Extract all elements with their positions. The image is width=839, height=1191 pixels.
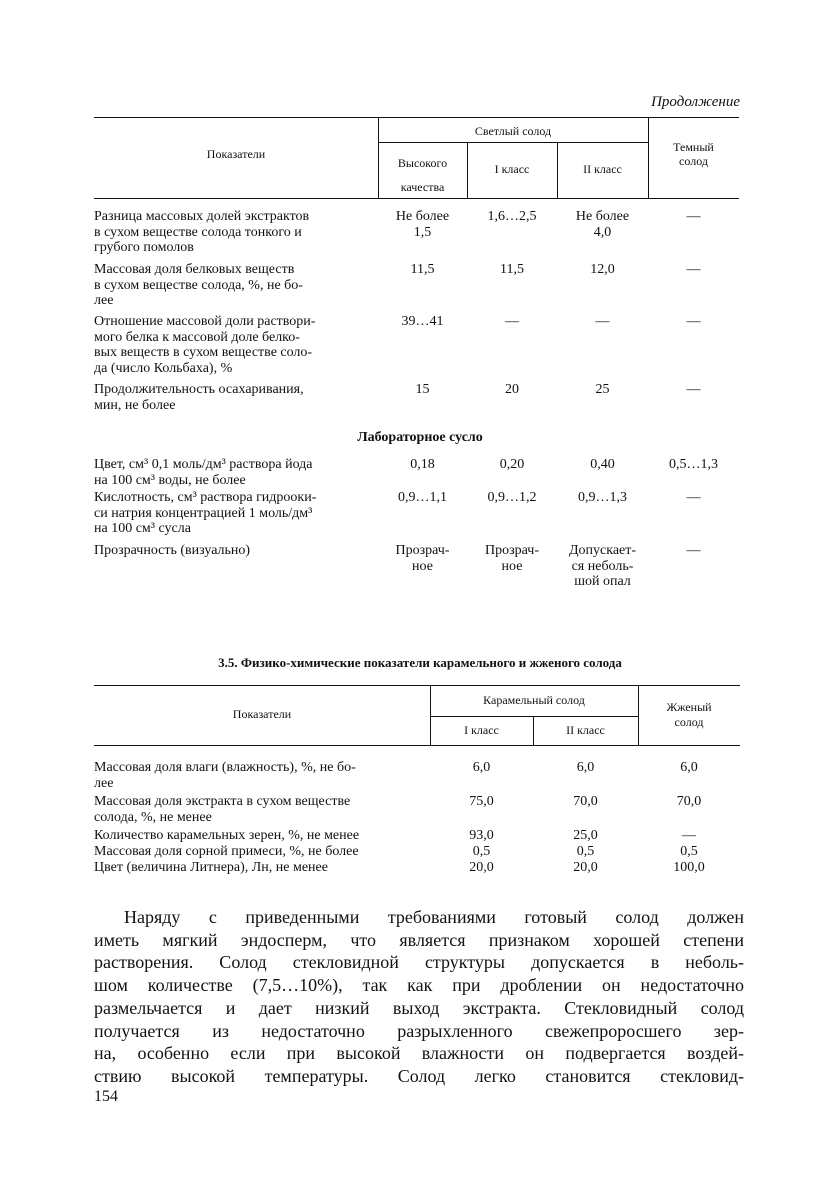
- paragraph-line: растворения. Солод стекловидной структуры допускается в неболь-: [94, 952, 744, 973]
- table1-header-class2: II класс: [583, 162, 622, 176]
- table1-header-light-malt: Светлый солод: [474, 124, 552, 138]
- table2-header-class2: II класс: [566, 723, 605, 737]
- section-title-lab-wort: Лабораторное сусло: [357, 430, 483, 445]
- table1-header-class1: I класс: [494, 162, 530, 176]
- continued-label: Продолжение: [651, 94, 740, 110]
- table1-group-rule: [378, 142, 648, 143]
- paragraph-line: на, особенно если при высокой влажности он подвергается воздей-: [94, 1043, 744, 1064]
- table2-title: 3.5. Физико-химические показатели карамельного и жженого солода: [218, 655, 622, 670]
- paragraph-line: Наряду с приведенными требованиями готовый солод должен: [124, 907, 744, 927]
- table1-header-high-quality: Высокого качества: [397, 156, 448, 194]
- table2-header-caramel: Карамельный солод: [483, 693, 585, 707]
- paragraph-line: размельчается и дает низкий выход экстракта. Стекловидный солод: [94, 997, 744, 1018]
- table2-header-burnt: Жженый солод: [666, 700, 712, 729]
- table1-header-dark-malt: Темный солод: [673, 140, 714, 168]
- table2-header-bottom-rule: [94, 745, 740, 746]
- body-paragraph: [94, 906, 744, 1088]
- paragraph-line: получается из недостаточно разрыхленного свежепроросшего зер-: [94, 1020, 744, 1041]
- paragraph-line: иметь мягкий эндосперм, что является признаком хорошей степени: [94, 929, 744, 950]
- table2-header-indicators: Показатели: [232, 707, 292, 721]
- paragraph-line: ствию высокой температуры. Солод легко становится стекловид-: [94, 1065, 744, 1086]
- table1-header-indicators: Показатели: [206, 147, 266, 161]
- page-number: 154: [94, 1088, 118, 1105]
- table1-top-rule: [94, 117, 739, 118]
- table2-top-rule: [94, 685, 740, 686]
- table2-header-class1: I класс: [464, 723, 499, 737]
- paragraph-line: шом количестве (7,5…10%), так как при дроблении он недостаточно: [94, 975, 744, 996]
